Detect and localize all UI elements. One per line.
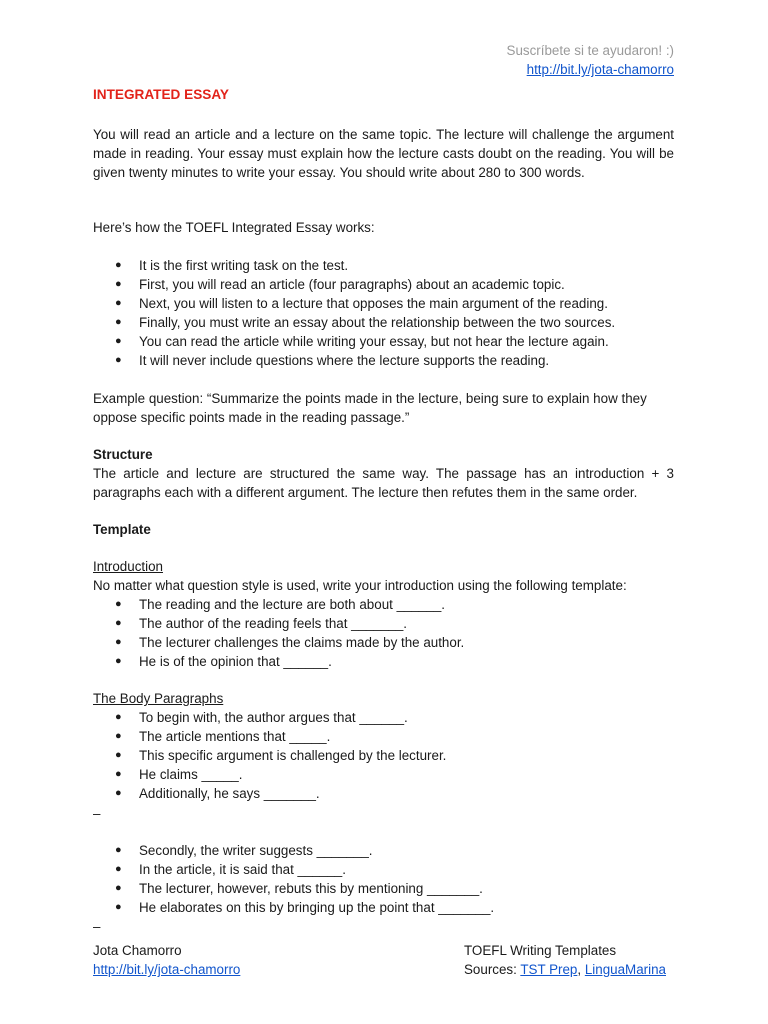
list-item: ● He is of the opinion that ______. [115,654,332,669]
footer-sources [464,960,666,979]
list-item: ● The reading and the lecture are both about ______. [115,597,445,612]
source-tst-prep-link[interactable]: TST Prep [520,962,578,977]
example-question: Example question: “Summarize the points made in the lecture, being sure to explain how they oppose specific points made in the reading passage.” [93,391,647,425]
sources-separator: , [577,962,585,977]
list-item: ● To begin with, the author argues that ______. [115,710,408,725]
separator-dash: – [93,919,101,934]
footer-left [93,941,240,979]
separator-dash: – [93,806,101,821]
list-item: ● Finally, you must write an essay about the relationship between the two sources. [115,315,616,330]
header-note [507,41,674,79]
document-title: INTEGRATED ESSAY [93,87,229,102]
introduction-list [93,595,674,671]
structure-heading: Structure [93,447,153,462]
bullet-icon: ● [115,901,122,913]
footer-doc-title: TOEFL Writing Templates [464,943,617,958]
body-list-1 [93,708,674,803]
subscribe-note: Suscríbete si te ayudaron! :) [506,43,674,58]
introduction-heading: Introduction [93,559,163,574]
list-item: ● The author of the reading feels that _______. [115,616,408,631]
list-item: ● He claims _____. [115,767,243,782]
footer-author-link[interactable]: http://bit.ly/jota-chamorro [93,962,241,977]
template-heading: Template [93,522,151,537]
footer-author: Jota Chamorro [93,943,182,958]
bullet-icon: ● [115,730,122,742]
bullet-icon: ● [115,768,122,780]
bullet-icon: ● [115,749,122,761]
bullet-icon: ● [115,354,122,366]
bullet-icon: ● [115,335,122,347]
bullet-icon: ● [115,844,122,856]
list-item: ● Secondly, the writer suggests _______. [115,843,373,858]
header-link[interactable]: http://bit.ly/jota-chamorro [526,62,674,77]
bullet-icon: ● [115,882,122,894]
bullet-icon: ● [115,863,122,875]
bullet-icon: ● [115,259,122,271]
list-item: ● The lecturer challenges the claims made by the author. [115,635,465,650]
list-item: ● The article mentions that _____. [115,729,331,744]
bullet-icon: ● [115,636,122,648]
list-item: ● This specific argument is challenged by the lecturer. [115,748,447,763]
list-item: ● It will never include questions where the lecture supports the reading. [115,353,550,368]
list-item: ● Additionally, he says _______. [115,786,320,801]
list-item: ● The lecturer, however, rebuts this by mentioning _______. [115,881,483,896]
bullet-icon: ● [115,278,122,290]
how-it-works-list [93,256,674,370]
source-linguamarina-link[interactable]: LinguaMarina [584,962,666,977]
document-page [93,0,674,1024]
list-item: ● It is the first writing task on the test. [115,258,349,273]
structure-text: The article and lecture are structured the same way. The passage has an introduction + 3 paragraphs each with a different argument. The lecture then refutes them in the same order. [93,466,674,500]
how-it-works-lead: Here’s how the TOEFL Integrated Essay works: [93,220,375,235]
sources-label: Sources: [464,962,521,977]
bullet-icon: ● [115,711,122,723]
body-paragraphs-heading: The Body Paragraphs [93,691,224,706]
list-item: ● In the article, it is said that ______. [115,862,346,877]
bullet-icon: ● [115,316,122,328]
bullet-icon: ● [115,655,122,667]
bullet-icon: ● [115,787,122,799]
bullet-icon: ● [115,297,122,309]
list-item: ● He elaborates on this by bringing up the point that _______. [115,900,495,915]
list-item: ● Next, you will listen to a lecture that opposes the main argument of the reading. [115,296,608,311]
footer-right [464,941,666,979]
list-item: ● You can read the article while writing your essay, but not hear the lecture again. [115,334,609,349]
intro-paragraph: You will read an article and a lecture on the same topic. The lecture will challenge the argument made in reading. Your essay must explain how the lecture casts doubt on the reading. You will be given twenty minutes to write your essay. You should write about 280 to 300 words. [93,127,674,180]
body-list-2 [93,841,674,917]
introduction-lead: No matter what question style is used, write your introduction using the following template: [93,578,627,593]
bullet-icon: ● [115,617,122,629]
bullet-icon: ● [115,598,122,610]
list-item: ● First, you will read an article (four paragraphs) about an academic topic. [115,277,565,292]
